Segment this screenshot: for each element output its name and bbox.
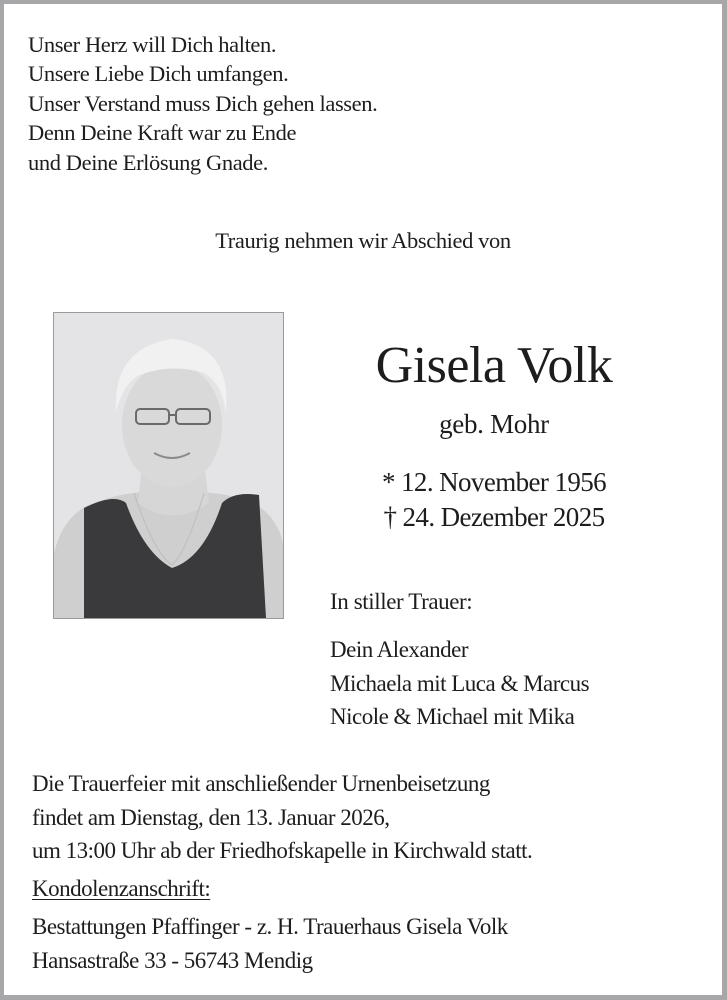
address-line: Hansastraße 33 - 56743 Mendig — [32, 947, 313, 973]
mourners-list — [330, 633, 589, 734]
poem-line: und Deine Erlösung Gnade. — [28, 149, 268, 175]
funeral-info — [32, 767, 532, 868]
intro-text: Traurig nehmen wir Abschied von — [215, 228, 511, 253]
funeral-line: Die Trauerfeier mit anschließender Urnenbeisetzung — [32, 771, 490, 796]
life-dates — [294, 465, 694, 535]
condolence-heading: Kondolenzanschrift: — [32, 876, 211, 901]
poem — [28, 30, 377, 177]
mourner: Nicole & Michael mit Mika — [330, 704, 575, 729]
poem-line: Denn Deine Kraft war zu Ende — [28, 120, 297, 146]
poem-line: Unsere Liebe Dich umfangen. — [28, 61, 289, 87]
funeral-line: um 13:00 Uhr ab der Friedhofskapelle in Kirchwald statt. — [32, 838, 533, 863]
portrait-photo — [53, 312, 284, 619]
address-line: Bestattungen Pfaffinger - z. H. Trauerhaus Gisela Volk — [32, 914, 508, 939]
poem-line: Unser Herz will Dich halten. — [28, 32, 277, 57]
mourner: Dein Alexander — [330, 637, 468, 662]
funeral-line: findet am Dienstag, den 13. Januar 2026, — [32, 804, 390, 830]
deceased-name: Gisela Volk — [375, 337, 613, 394]
portrait-image — [54, 313, 283, 618]
mourner: Michaela mit Luca & Marcus — [330, 670, 590, 696]
birth-date: * 12. November 1956 — [381, 467, 607, 497]
mourning-heading: In stiller Trauer: — [330, 589, 473, 614]
poem-line: Unser Verstand muss Dich gehen lassen. — [28, 90, 378, 116]
death-date: † 24. Dezember 2025 — [383, 502, 605, 532]
obituary-card — [4, 4, 722, 995]
maiden-name: geb. Mohr — [439, 409, 549, 439]
condolence-address — [32, 910, 508, 977]
